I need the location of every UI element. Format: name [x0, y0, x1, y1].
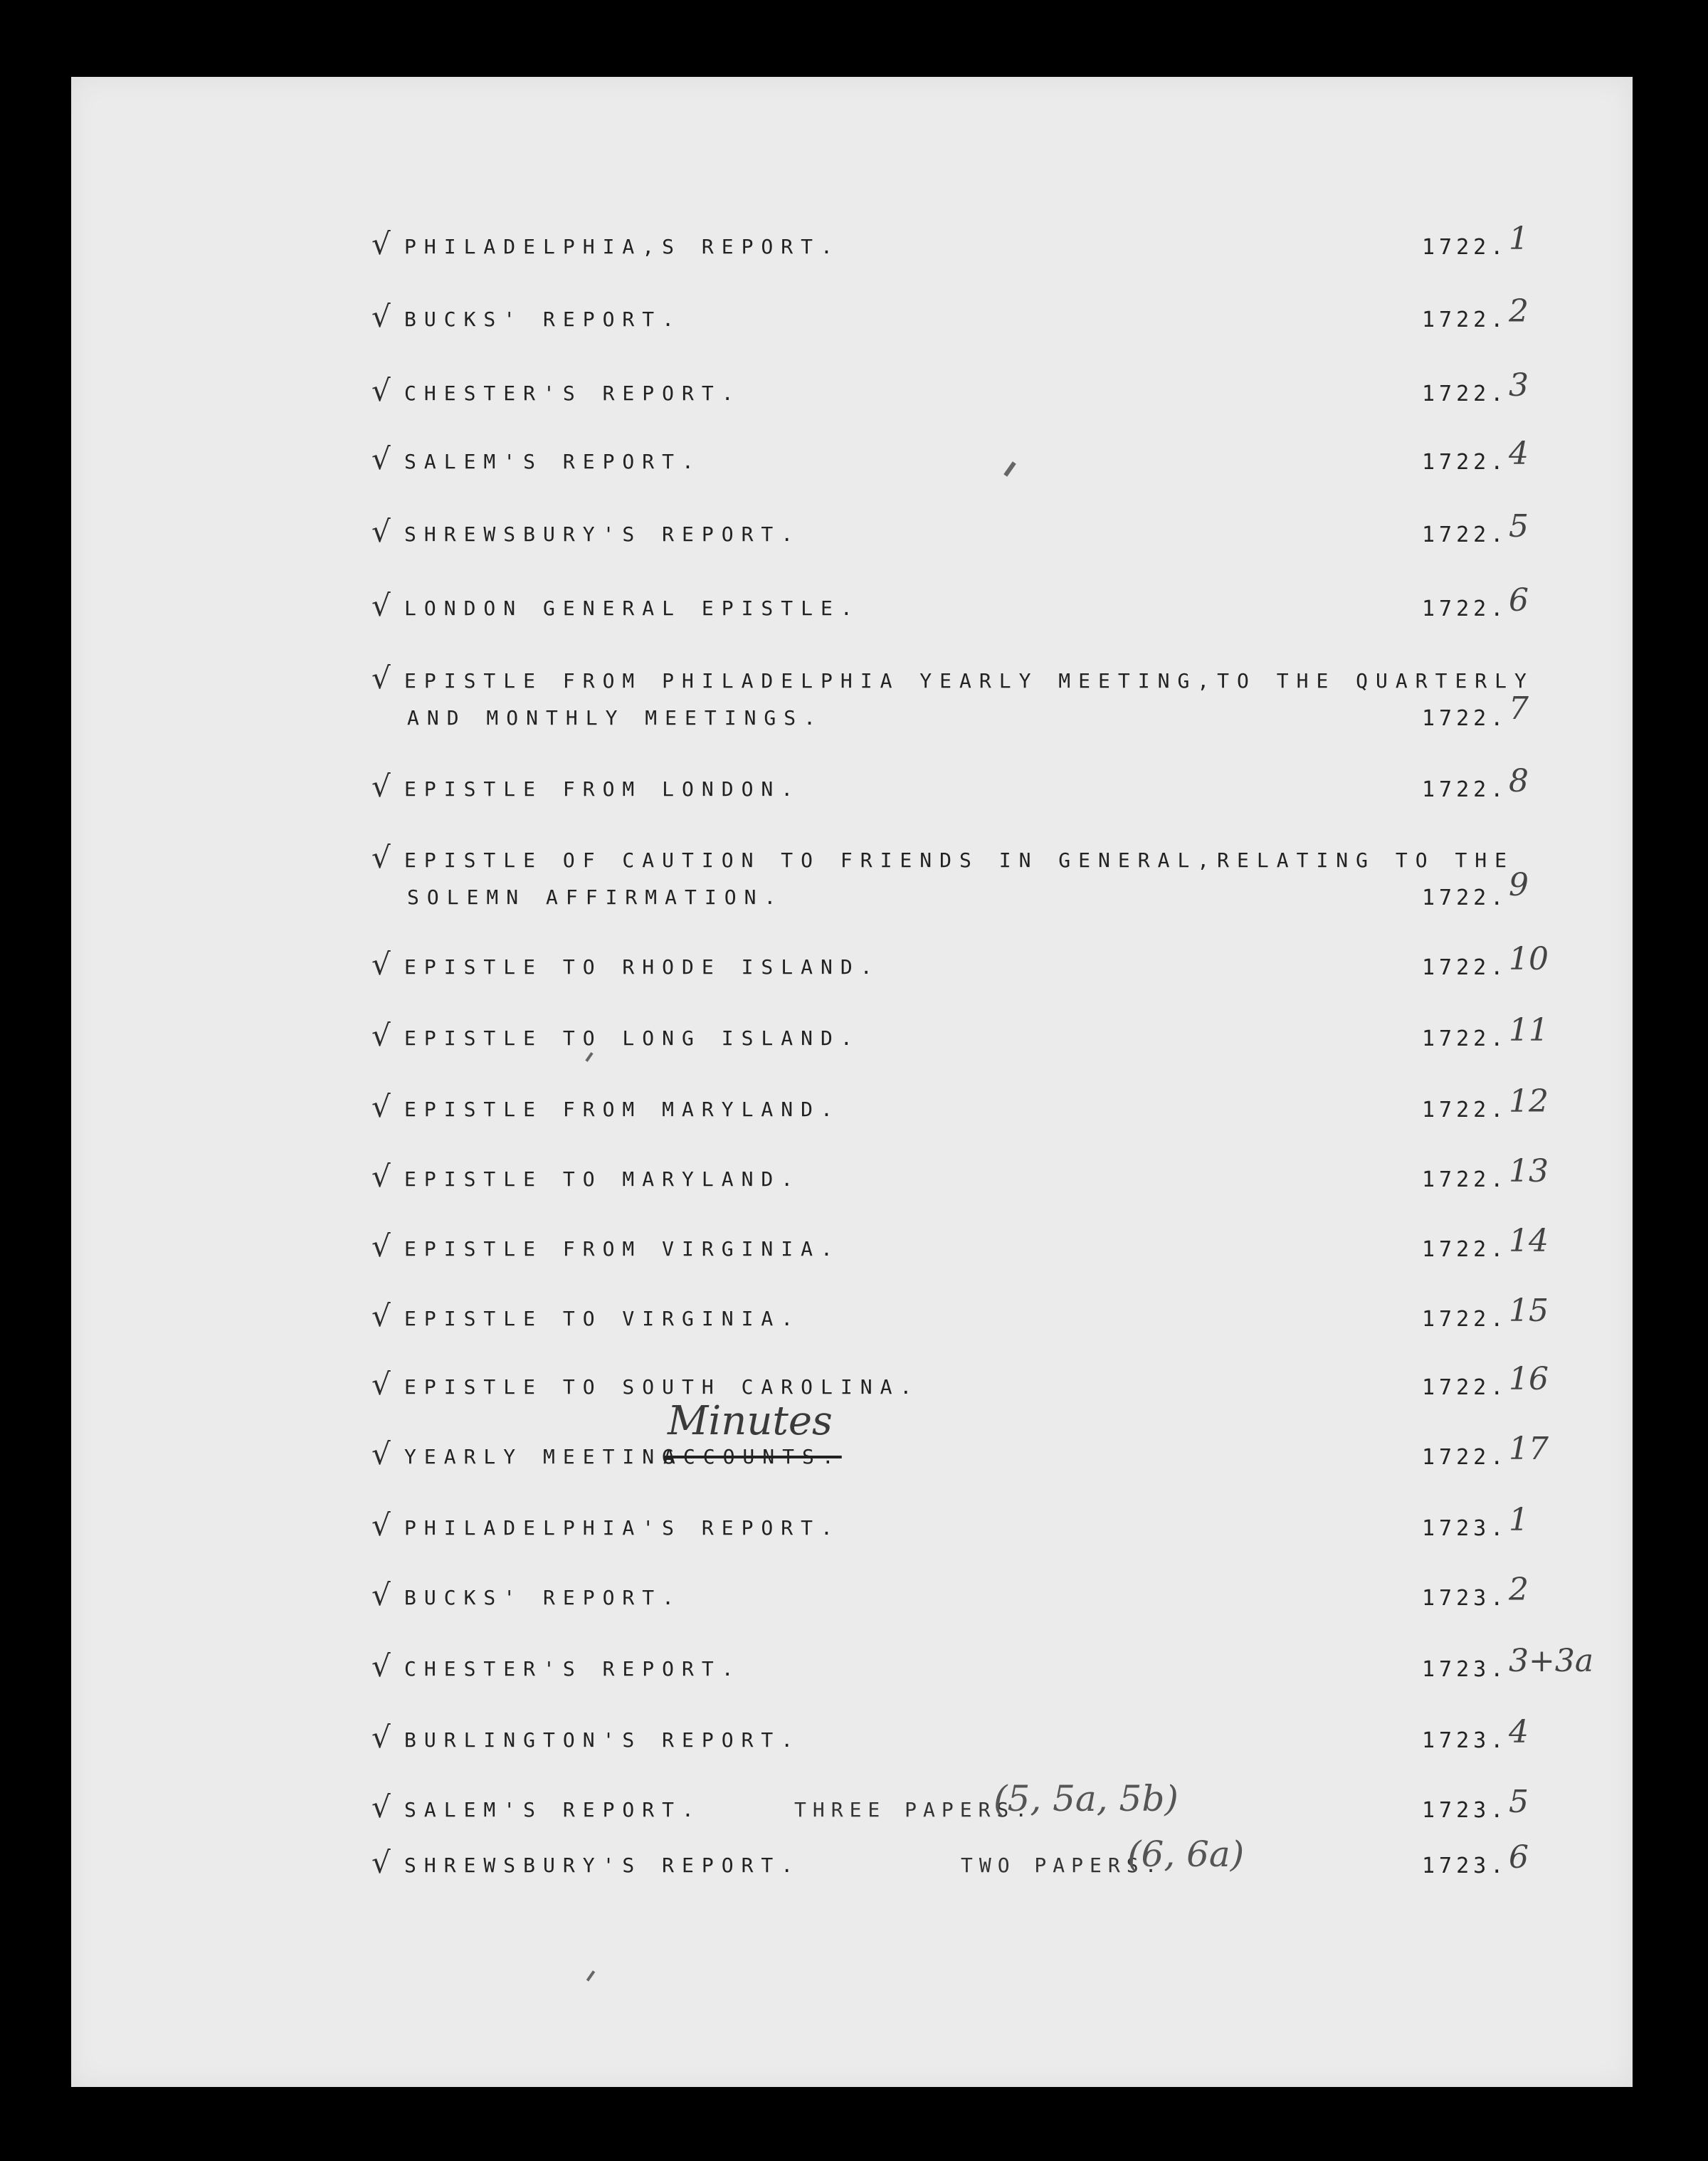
- entry-title: BUCKS' REPORT.: [404, 307, 682, 331]
- entry-number: 8: [1509, 763, 1529, 799]
- entry-title: EPISTLE TO VIRGINIA.: [404, 1307, 801, 1330]
- entry-year: 1722.: [1422, 1375, 1508, 1400]
- check-mark-icon: √: [371, 947, 391, 982]
- entry-number: 11: [1509, 1012, 1549, 1048]
- entry-number: 6: [1509, 1839, 1529, 1876]
- list-item: [71, 221, 1633, 268]
- entry-number: 2: [1509, 293, 1529, 330]
- entry-title: YEARLY MEETING: [404, 1445, 682, 1468]
- entry-title: SHREWSBURY'S REPORT.: [404, 1854, 801, 1877]
- entry-title: EPISTLE OF CAUTION TO FRIENDS IN GENERAL,RELATING TO THE: [404, 848, 1515, 872]
- list-item: [71, 1643, 1633, 1690]
- entry-title: EPISTLE TO LONG ISLAND.: [404, 1026, 860, 1050]
- entry-year: 1722.: [1422, 1445, 1508, 1470]
- entry-year: 1723.: [1422, 1657, 1508, 1682]
- check-mark-icon: √: [371, 1508, 391, 1542]
- entry-title: EPISTLE TO MARYLAND.: [404, 1167, 801, 1191]
- check-mark-icon: √: [371, 1577, 391, 1612]
- check-mark-icon: √: [371, 1298, 391, 1333]
- entry-year: 1722.: [1422, 1237, 1508, 1262]
- entry-number: 4: [1509, 436, 1529, 472]
- check-mark-icon: √: [371, 299, 391, 334]
- check-mark-icon: √: [371, 514, 391, 549]
- handwritten-correction: Minutes: [668, 1398, 833, 1444]
- entry-title: SHREWSBURY'S REPORT.: [404, 522, 801, 546]
- entry-year: 1722.: [1422, 1098, 1508, 1122]
- check-mark-icon: √: [371, 226, 391, 261]
- list-item: [71, 1083, 1633, 1130]
- list-item: [71, 436, 1633, 483]
- list-item: [71, 659, 1633, 737]
- struck-word: ACCOUNTS.: [663, 1445, 842, 1468]
- entry-title-continued: AND MONTHLY MEETINGS.: [407, 706, 824, 730]
- entry-title: BURLINGTON'S REPORT.: [404, 1728, 801, 1752]
- entry-number: 2: [1509, 1572, 1529, 1608]
- list-item: [71, 1398, 1633, 1478]
- entry-year: 1723.: [1422, 1854, 1508, 1878]
- papers-handwritten: (6, 6a): [1127, 1834, 1245, 1875]
- entry-year: 1723.: [1422, 1798, 1508, 1823]
- entry-number: 9: [1509, 867, 1529, 903]
- check-mark-icon: √: [371, 1436, 391, 1471]
- check-mark-icon: √: [371, 1789, 391, 1824]
- entry-title: CHESTER'S REPORT.: [404, 382, 742, 405]
- check-mark-icon: √: [371, 1089, 391, 1124]
- stray-pencil-mark: [586, 1970, 595, 1981]
- entry-number: 4: [1509, 1714, 1529, 1750]
- check-mark-icon: √: [371, 661, 391, 695]
- entry-number: 14: [1509, 1223, 1549, 1259]
- entry-title: EPISTLE FROM VIRGINIA.: [404, 1237, 840, 1261]
- entry-number: 7: [1509, 690, 1529, 727]
- entry-year: 1722.: [1422, 307, 1508, 332]
- check-mark-icon: √: [371, 1720, 391, 1755]
- entry-title: BUCKS' REPORT.: [404, 1586, 682, 1609]
- list-item: [71, 763, 1633, 810]
- check-mark-icon: √: [371, 441, 391, 476]
- list-item: [71, 1778, 1633, 1831]
- entry-title-continued: SOLEMN AFFIRMATION.: [407, 885, 784, 909]
- entry-year: 1722.: [1422, 382, 1508, 406]
- entry-number: 17: [1509, 1431, 1549, 1467]
- entry-title: LONDON GENERAL EPISTLE.: [404, 596, 860, 620]
- entry-number: 5: [1509, 508, 1529, 545]
- entry-title: EPISTLE TO RHODE ISLAND.: [404, 955, 880, 979]
- list-item: [71, 838, 1633, 917]
- entry-year: 1722.: [1422, 450, 1508, 475]
- list-item: [71, 1153, 1633, 1200]
- entry-year: 1722.: [1422, 235, 1508, 260]
- entry-number: 3: [1509, 367, 1529, 404]
- entry-year: 1723.: [1422, 1586, 1508, 1611]
- list-item: [71, 1502, 1633, 1549]
- list-item: [71, 1361, 1633, 1408]
- check-mark-icon: √: [371, 1367, 391, 1402]
- entry-number: 6: [1509, 582, 1529, 619]
- entry-title: CHESTER'S REPORT.: [404, 1657, 742, 1681]
- check-mark-icon: √: [371, 1649, 391, 1683]
- papers-count: THREE PAPERS.: [794, 1798, 1034, 1821]
- entry-title: PHILADELPHIA,S REPORT.: [404, 235, 840, 258]
- entry-title: EPISTLE FROM LONDON.: [404, 777, 801, 801]
- entry-year: 1722.: [1422, 706, 1508, 731]
- entry-number: 1: [1509, 1502, 1529, 1538]
- list-item: [71, 582, 1633, 629]
- list-item: [71, 1714, 1633, 1761]
- entry-year: 1723.: [1422, 1516, 1508, 1541]
- list-item: [71, 1293, 1633, 1340]
- papers-handwritten: (5, 5a, 5b): [993, 1778, 1179, 1819]
- check-mark-icon: √: [371, 1018, 391, 1053]
- check-mark-icon: √: [371, 1229, 391, 1263]
- entry-number: 1: [1509, 221, 1529, 257]
- entry-title: EPISTLE FROM PHILADELPHIA YEARLY MEETING,TO THE QUARTERLY: [404, 669, 1534, 693]
- entry-number: 10: [1509, 941, 1549, 977]
- list-item: [71, 293, 1633, 340]
- entry-number: 15: [1509, 1293, 1549, 1329]
- list-item: [71, 1572, 1633, 1619]
- list-item: [71, 941, 1633, 988]
- entry-year: 1722.: [1422, 522, 1508, 547]
- entry-number: 13: [1509, 1153, 1549, 1189]
- check-mark-icon: √: [371, 769, 391, 804]
- entry-year: 1722.: [1422, 1167, 1508, 1192]
- check-mark-icon: √: [371, 588, 391, 623]
- list-item: [71, 1223, 1633, 1270]
- entry-title: PHILADELPHIA'S REPORT.: [404, 1516, 840, 1540]
- entry-year: 1722.: [1422, 955, 1508, 980]
- entry-year: 1722.: [1422, 1307, 1508, 1332]
- entry-year: 1722.: [1422, 885, 1508, 910]
- papers-count: TWO PAPERS.: [961, 1854, 1164, 1877]
- entry-title: SALEM'S REPORT.: [404, 1798, 702, 1821]
- entry-title: EPISTLE FROM MARYLAND.: [404, 1098, 840, 1121]
- check-mark-icon: √: [371, 1159, 391, 1194]
- entry-number: 5: [1509, 1784, 1529, 1820]
- check-mark-icon: √: [371, 840, 391, 875]
- entry-number: 3+3a: [1509, 1643, 1594, 1679]
- list-item: [71, 1012, 1633, 1059]
- entry-number: 12: [1509, 1083, 1549, 1120]
- entry-year: 1722.: [1422, 777, 1508, 802]
- entry-title: EPISTLE TO SOUTH CAROLINA.: [404, 1375, 920, 1399]
- list-item: [71, 367, 1633, 414]
- document-page: [71, 77, 1633, 2087]
- entry-number: 16: [1509, 1361, 1549, 1397]
- check-mark-icon: √: [371, 1845, 391, 1880]
- entry-year: 1722.: [1422, 1026, 1508, 1051]
- entry-year: 1723.: [1422, 1728, 1508, 1753]
- entry-year: 1722.: [1422, 596, 1508, 621]
- entry-title: SALEM'S REPORT.: [404, 450, 702, 473]
- check-mark-icon: √: [371, 373, 391, 408]
- list-item: [71, 508, 1633, 555]
- list-item: [71, 1834, 1633, 1886]
